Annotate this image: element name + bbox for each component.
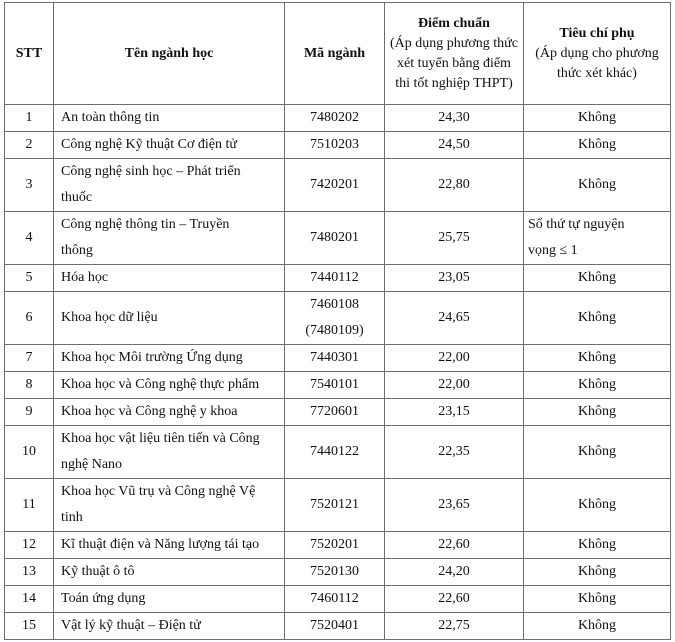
score-cell xyxy=(385,586,524,613)
major-code-cell xyxy=(285,159,385,212)
major-name-cell xyxy=(54,479,285,532)
score-cell-line-1: 24,20 xyxy=(438,564,470,579)
major-name-cell-line-1: Toán ứng dụng xyxy=(61,591,146,606)
table-row xyxy=(5,372,671,399)
criteria-cell-line-1: Không xyxy=(577,137,617,152)
stt-cell-line-1: 8 xyxy=(25,377,33,392)
major-code-cell xyxy=(285,479,385,532)
stt-cell xyxy=(5,426,54,479)
major-name-cell-line-2: thuốc xyxy=(61,190,93,205)
major-name-cell-line-1: Khoa học Vũ trụ và Công nghệ Vệ xyxy=(61,484,256,499)
criteria-cell-line-1: Không xyxy=(577,497,617,512)
header-stt: STT xyxy=(5,3,54,105)
stt-cell xyxy=(5,345,54,372)
major-name-cell-line-1: Khoa học vật liệu tiên tiến và Công xyxy=(61,431,260,446)
criteria-cell-line-1: Không xyxy=(577,404,617,419)
major-code-cell-line-1: 7720601 xyxy=(310,404,359,419)
criteria-cell-line-1: Không xyxy=(577,310,617,325)
table-row xyxy=(5,132,671,159)
admission-score-table xyxy=(4,2,671,640)
stt-cell-line-1: 5 xyxy=(25,270,33,285)
stt-cell-line-1: 6 xyxy=(25,310,33,325)
major-name-cell xyxy=(54,399,285,426)
criteria-cell xyxy=(524,212,671,265)
header-score-note: (Áp dụng phương thức xét tuyển bằng điểm thi tốt nghiệp THPT) xyxy=(390,35,518,91)
criteria-cell xyxy=(524,613,671,640)
score-cell-line-1: 25,75 xyxy=(438,230,470,245)
major-code-cell-line-1: 7520121 xyxy=(310,497,359,512)
stt-cell-line-1: 1 xyxy=(25,110,33,125)
stt-cell xyxy=(5,265,54,292)
major-name-cell-line-1: Công nghệ Kỹ thuật Cơ điện tử xyxy=(61,137,237,152)
major-code-cell xyxy=(285,586,385,613)
major-name-cell xyxy=(54,586,285,613)
score-cell xyxy=(385,559,524,586)
major-code-cell-line-1: 7440301 xyxy=(310,350,359,365)
score-cell-line-1: 22,75 xyxy=(438,618,470,633)
major-code-cell xyxy=(285,105,385,132)
criteria-cell xyxy=(524,265,671,292)
criteria-cell xyxy=(524,372,671,399)
major-name-cell xyxy=(54,372,285,399)
stt-cell-line-1: 10 xyxy=(22,444,36,459)
table-row xyxy=(5,399,671,426)
major-code-cell xyxy=(285,613,385,640)
major-name-cell xyxy=(54,426,285,479)
score-cell xyxy=(385,159,524,212)
major-code-cell xyxy=(285,532,385,559)
stt-cell xyxy=(5,159,54,212)
major-code-cell-line-1: 7480202 xyxy=(310,110,359,125)
major-name-cell xyxy=(54,292,285,345)
major-name-cell xyxy=(54,105,285,132)
criteria-cell-line-2: vọng ≤ 1 xyxy=(528,243,578,258)
criteria-cell xyxy=(524,532,671,559)
criteria-cell-line-1: Không xyxy=(577,177,617,192)
stt-cell xyxy=(5,292,54,345)
stt-cell-line-1: 13 xyxy=(22,564,36,579)
score-cell-line-1: 23,65 xyxy=(438,497,470,512)
major-name-cell-line-1: Vật lý kỹ thuật – Điện tử xyxy=(61,618,201,633)
major-name-cell-line-1: Khoa học Môi trường Ứng dụng xyxy=(61,350,243,365)
score-cell xyxy=(385,212,524,265)
major-code-cell xyxy=(285,345,385,372)
major-code-cell xyxy=(285,265,385,292)
major-name-cell-line-1: Công nghệ sinh học – Phát triển xyxy=(61,164,241,179)
header-criteria-title: Tiêu chí phụ xyxy=(559,25,635,41)
criteria-cell xyxy=(524,105,671,132)
table-row xyxy=(5,479,671,532)
table-row xyxy=(5,426,671,479)
criteria-cell xyxy=(524,345,671,372)
table-row xyxy=(5,586,671,613)
score-cell-line-1: 23,15 xyxy=(438,404,470,419)
criteria-cell-line-1: Không xyxy=(577,350,617,365)
criteria-cell-line-1: Không xyxy=(577,377,617,392)
header-score xyxy=(385,3,524,105)
header-score-title: Điểm chuẩn xyxy=(418,15,490,31)
table-row xyxy=(5,159,671,212)
major-name-cell-line-2: nghệ Nano xyxy=(61,457,123,472)
criteria-cell xyxy=(524,159,671,212)
major-name-cell-line-1: Khoa học dữ liệu xyxy=(61,310,158,325)
score-cell xyxy=(385,292,524,345)
stt-cell xyxy=(5,212,54,265)
header-major-code: Mã ngành xyxy=(285,3,385,105)
score-cell xyxy=(385,399,524,426)
score-cell-line-1: 22,60 xyxy=(438,537,470,552)
major-name-cell xyxy=(54,132,285,159)
major-code-cell-line-1: 7520201 xyxy=(310,537,359,552)
major-name-cell-line-1: Công nghệ thông tin – Truyền xyxy=(61,217,230,232)
stt-cell-line-1: 14 xyxy=(22,591,36,606)
major-name-cell-line-2: tinh xyxy=(61,510,83,525)
table-row xyxy=(5,105,671,132)
table-row xyxy=(5,559,671,586)
stt-cell xyxy=(5,613,54,640)
major-code-cell xyxy=(285,559,385,586)
major-code-cell-line-1: 7540101 xyxy=(310,377,359,392)
stt-cell-line-1: 9 xyxy=(25,404,33,419)
criteria-cell-line-1: Không xyxy=(577,591,617,606)
stt-cell-line-1: 4 xyxy=(25,230,33,245)
major-name-cell-line-1: An toàn thông tin xyxy=(61,110,160,125)
major-code-cell xyxy=(285,426,385,479)
stt-cell xyxy=(5,105,54,132)
criteria-cell xyxy=(524,399,671,426)
criteria-cell-line-1: Không xyxy=(577,618,617,633)
score-cell xyxy=(385,265,524,292)
major-code-cell-line-1: 7440122 xyxy=(310,444,359,459)
stt-cell-line-1: 11 xyxy=(22,497,36,512)
criteria-cell xyxy=(524,132,671,159)
score-cell-line-1: 22,00 xyxy=(438,350,470,365)
major-code-cell-line-2: (7480109) xyxy=(305,323,364,338)
criteria-cell xyxy=(524,586,671,613)
table-row xyxy=(5,265,671,292)
stt-cell xyxy=(5,586,54,613)
stt-cell-line-1: 12 xyxy=(22,537,36,552)
major-name-cell xyxy=(54,532,285,559)
score-cell-line-1: 22,00 xyxy=(438,377,470,392)
major-name-cell-line-1: Kĩ thuật điện và Năng lượng tái tạo xyxy=(61,537,260,552)
major-code-cell-line-1: 7520130 xyxy=(310,564,359,579)
table-row xyxy=(5,613,671,640)
header-major-name: Tên ngành học xyxy=(54,3,285,105)
table-row xyxy=(5,292,671,345)
stt-cell-line-1: 3 xyxy=(25,177,33,192)
major-name-cell xyxy=(54,613,285,640)
major-code-cell xyxy=(285,372,385,399)
score-cell-line-1: 22,60 xyxy=(438,591,470,606)
major-code-cell-line-1: 7420201 xyxy=(310,177,359,192)
major-name-cell xyxy=(54,265,285,292)
major-code-cell xyxy=(285,292,385,345)
major-code-cell-line-1: 7510203 xyxy=(310,137,359,152)
stt-cell xyxy=(5,399,54,426)
stt-cell xyxy=(5,479,54,532)
score-cell xyxy=(385,372,524,399)
criteria-cell-line-1: Không xyxy=(577,564,617,579)
table-row xyxy=(5,212,671,265)
score-cell xyxy=(385,426,524,479)
criteria-cell-line-1: Không xyxy=(577,444,617,459)
criteria-cell xyxy=(524,479,671,532)
stt-cell xyxy=(5,372,54,399)
major-name-cell xyxy=(54,159,285,212)
criteria-cell xyxy=(524,426,671,479)
major-name-cell xyxy=(54,212,285,265)
criteria-cell xyxy=(524,292,671,345)
major-name-cell-line-1: Khoa học và Công nghệ y khoa xyxy=(61,404,238,419)
score-cell-line-1: 24,30 xyxy=(438,110,470,125)
major-code-cell-line-1: 7460108 xyxy=(310,297,359,312)
table-row xyxy=(5,532,671,559)
criteria-cell-line-1: Không xyxy=(577,110,617,125)
major-code-cell xyxy=(285,132,385,159)
score-cell xyxy=(385,613,524,640)
major-name-cell-line-1: Khoa học và Công nghệ thực phẩm xyxy=(61,377,260,392)
stt-cell xyxy=(5,532,54,559)
header-criteria-note: (Áp dụng cho phương thức xét khác) xyxy=(535,45,659,81)
table-row xyxy=(5,345,671,372)
stt-cell-line-1: 15 xyxy=(22,618,36,633)
score-cell-line-1: 24,50 xyxy=(438,137,470,152)
score-cell-line-1: 22,35 xyxy=(438,444,470,459)
stt-cell xyxy=(5,559,54,586)
major-code-cell-line-1: 7520401 xyxy=(310,618,359,633)
stt-cell-line-1: 2 xyxy=(25,137,33,152)
major-code-cell xyxy=(285,212,385,265)
criteria-cell-line-1: Không xyxy=(577,270,617,285)
major-name-cell-line-1: Hóa học xyxy=(61,270,109,285)
score-cell-line-1: 23,05 xyxy=(438,270,470,285)
score-cell xyxy=(385,345,524,372)
stt-cell xyxy=(5,132,54,159)
score-cell xyxy=(385,105,524,132)
header-criteria xyxy=(524,3,671,105)
criteria-cell xyxy=(524,559,671,586)
major-name-cell xyxy=(54,559,285,586)
major-code-cell-line-1: 7440112 xyxy=(310,270,359,285)
score-cell xyxy=(385,479,524,532)
score-cell xyxy=(385,532,524,559)
major-code-cell-line-1: 7460112 xyxy=(310,591,359,606)
criteria-cell-line-1: Số thứ tự nguyện xyxy=(528,217,625,232)
score-cell xyxy=(385,132,524,159)
major-name-cell-line-1: Kỹ thuật ô tô xyxy=(61,564,135,579)
major-code-cell-line-1: 7480201 xyxy=(310,230,359,245)
score-cell-line-1: 22,80 xyxy=(438,177,470,192)
major-name-cell-line-2: thông xyxy=(61,243,93,258)
stt-cell-line-1: 7 xyxy=(25,350,33,365)
table-header-row xyxy=(5,3,671,105)
major-code-cell xyxy=(285,399,385,426)
score-cell-line-1: 24,65 xyxy=(438,310,470,325)
criteria-cell-line-1: Không xyxy=(577,537,617,552)
major-name-cell xyxy=(54,345,285,372)
